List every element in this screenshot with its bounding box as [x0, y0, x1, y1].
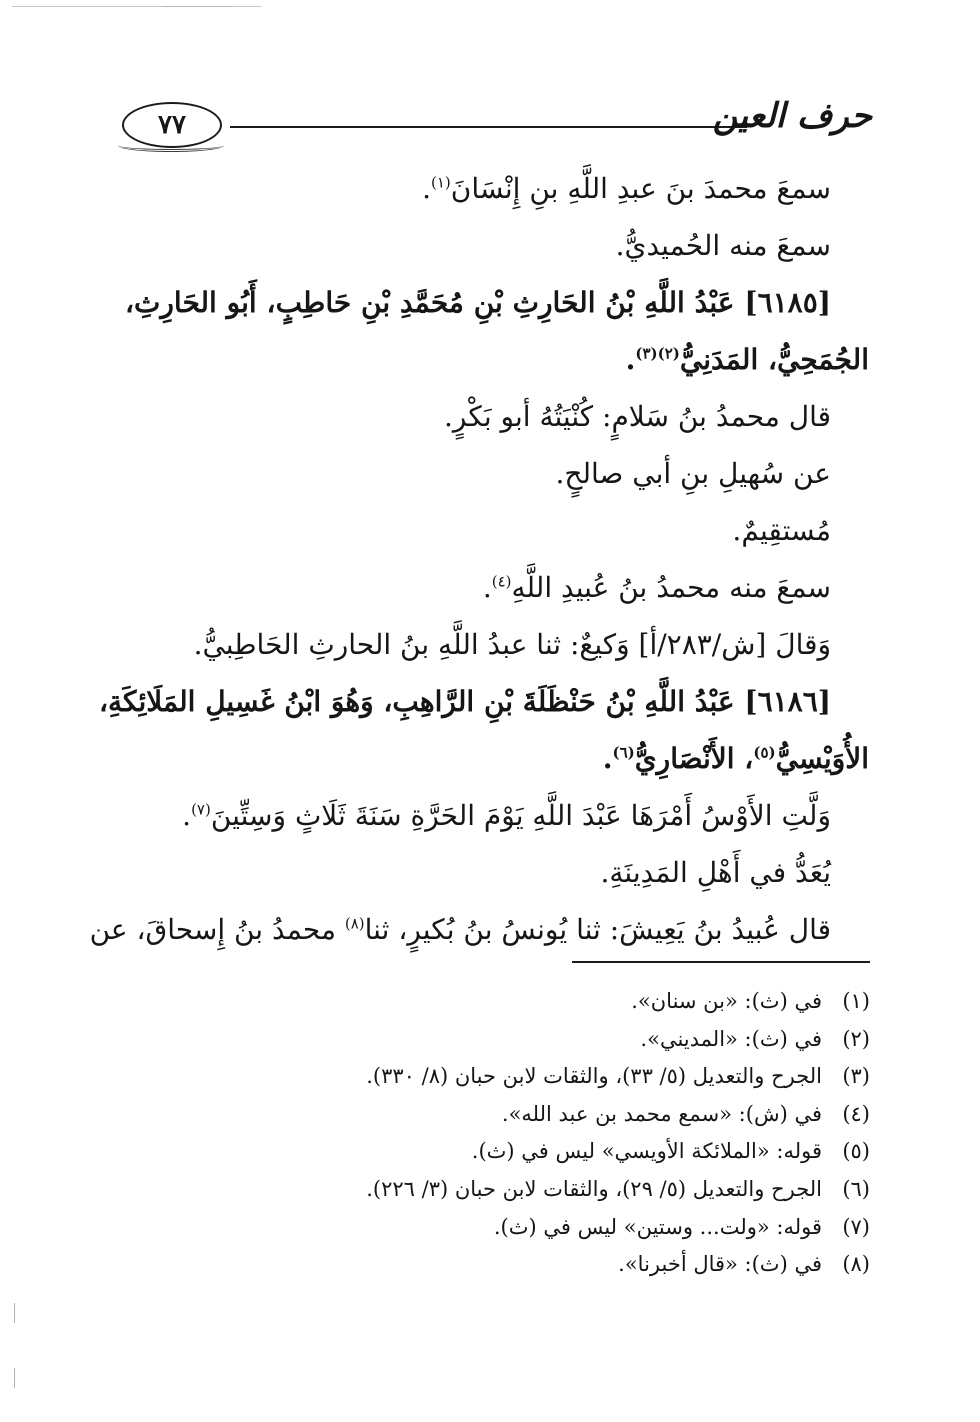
footnote-separator	[572, 961, 870, 963]
page-header	[112, 98, 872, 160]
text-line: قال عُبيدُ بنُ يَعِيشَ: ثنا يُونسُ بنُ بُكيرٍ، ثنا$^{(٨)}$ محمدُ بنُ إِسحاقَ، عن	[89, 913, 831, 946]
entry-heading-line: [٦١٨٥] عَبْدُ اللَّهِ بْنُ الحَارِثِ بْنِ مُحَمَّدِ بْنِ حَاطِبٍ، أَبُو الحَارِثِ،	[125, 286, 831, 319]
scan-edge-marks	[12, 6, 262, 8]
entry-heading-line: الأُوَيْسِيُّ$^{(٥)}$، الأَنْصَارِيُّ$^{(٦)}$.	[602, 742, 869, 775]
text-line: وَقالَ [ش/٢٨٣/أ] وَكيعٌ: ثنا عبدُ اللَّهِ بنُ الحارثِ الحَاطِبيُّ.	[193, 628, 831, 661]
footnote-number: (٥)	[842, 1139, 870, 1164]
text-line: مُستقِيمٌ.	[732, 514, 831, 547]
chapter-title: حرف العين	[712, 96, 872, 136]
footnote-text: في (ش): «سمع محمد بن عبد الله».	[501, 1101, 822, 1126]
entry-heading-line: [٦١٨٦] عَبْدُ اللَّهِ بْنُ حَنْظَلَةَ بْنِ الرَّاهِبِ، وَهُوَ ابْنُ غَسِيلِ المَلَائِكَةِ،	[98, 685, 831, 718]
footnote-number: (٣)	[842, 1064, 870, 1089]
footnote	[300, 1171, 870, 1209]
header-rule	[230, 126, 747, 128]
footnote	[300, 1133, 870, 1171]
text-line: يُعَدُّ في أَهْلِ المَدِينَةِ.	[600, 856, 831, 889]
text-line: سمعَ منه الحُميديُّ.	[615, 229, 831, 262]
footnote-text: الجرح والتعديل (٥/ ٣٣)، والثقات لابن حبان (٨/ ٣٣٠).	[366, 1064, 822, 1089]
footnote	[300, 1096, 870, 1134]
footnote	[300, 983, 870, 1021]
margin-tick	[14, 1303, 15, 1323]
footnote	[300, 1058, 870, 1096]
footnote-ref: (٧)	[191, 800, 211, 819]
margin-tick	[14, 1368, 15, 1388]
footnote-number: (٨)	[842, 1252, 870, 1277]
footnote-ref: (٤)	[491, 572, 512, 591]
footnote-text: الجرح والتعديل (٥/ ٢٩)، والثقات لابن حبان (٣/ ٢٢٦).	[366, 1176, 822, 1201]
main-text	[89, 160, 869, 958]
text-line: قال محمدُ بنُ سَلامٍ: كُنْيَتُهُ أبو بَكْرٍ.	[444, 400, 831, 433]
text-line: سمعَ محمدَ بنَ عبدِ اللَّهِ بنِ إِنْسَانَ$^{(١)}$.	[422, 172, 831, 205]
footnote-number: (٧)	[842, 1214, 870, 1239]
footnote-ref: (١)	[431, 173, 451, 192]
text-line: عن سُهيلِ بنِ أبي صالحٍ.	[555, 457, 831, 490]
footnote-ref: (٨)	[344, 914, 365, 933]
footnote-text: قوله: «الملائكة الأويسي» ليس في (ث).	[471, 1139, 822, 1164]
footnote	[300, 1021, 870, 1059]
footnote-text: في (ث): «قال أخبرنا».	[618, 1252, 822, 1277]
footnote-text: في (ث): «بن سنان».	[631, 989, 822, 1013]
footnote-text: في (ث): «المديني».	[640, 1026, 822, 1051]
entry-heading-line: الجُمَحِيُّ، المَدَنِيُّ$^{(٢)(٣)}$.	[625, 343, 869, 376]
footnote-ref: (٢)(٣)	[635, 344, 680, 363]
footnote-number: (٦)	[842, 1176, 870, 1201]
footnote-ref: (٦)	[612, 743, 635, 762]
footnote-number: (١)	[842, 989, 870, 1013]
text-line: سمعَ منه محمدُ بنُ عُبيدِ اللَّهِ$^{(٤)}$.	[482, 571, 831, 604]
footnote-number: (٢)	[842, 1026, 870, 1051]
footnote	[300, 1209, 870, 1247]
text-line: وَلَّتِ الأَوْسُ أَمْرَهَا عَبْدَ اللَّهِ يَوْمَ الحَرَّةِ سَنَةَ ثَلَاثٍ وَسِتِّينَ$^{(٧)}$.	[182, 799, 831, 832]
footnote-text: قوله: «ولت... وستين» ليس في (ث).	[493, 1214, 822, 1239]
page-number: ٧٧	[122, 102, 222, 148]
footnote-number: (٤)	[842, 1101, 870, 1126]
footnote	[300, 1246, 870, 1284]
footnotes	[300, 983, 870, 1284]
footnote-ref: (٥)	[753, 743, 776, 762]
